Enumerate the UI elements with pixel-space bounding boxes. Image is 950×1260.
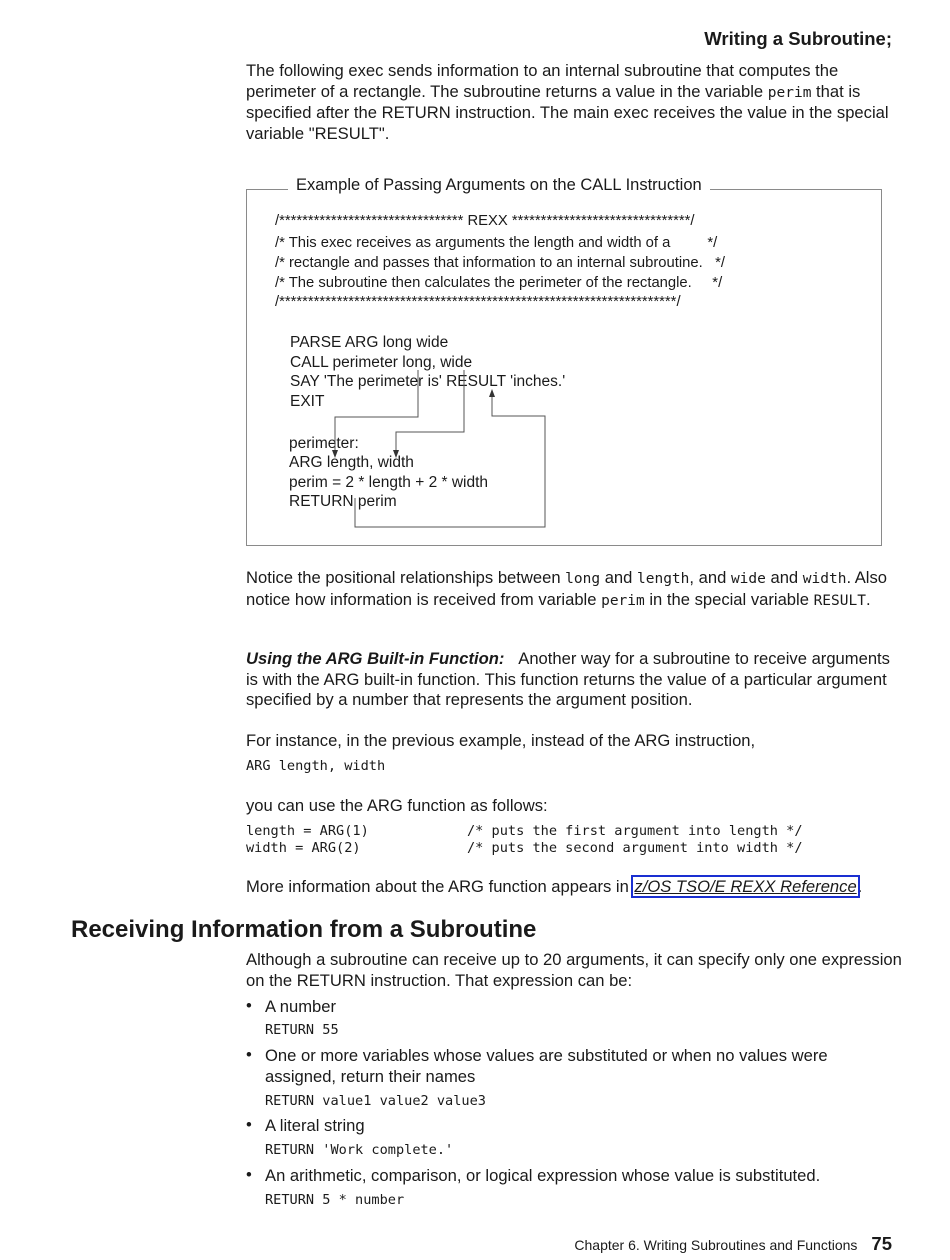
use-arg-paragraph: you can use the ARG function as follows: (246, 796, 548, 815)
notice-text: in the special variable (644, 589, 814, 609)
intro-code-perim: perim (767, 84, 812, 101)
use-arg-code-line: length = ARG(1) /* puts the first argument into length */ (246, 823, 803, 839)
more-info-paragraph (246, 877, 926, 898)
running-head: Writing a Subroutine; (704, 28, 892, 49)
runin-heading: Using the ARG Built-in Function: (246, 649, 505, 668)
bullet-marker: • (246, 1115, 252, 1134)
arg-function-text: Another way for a subroutine to receive arguments is with the ARG built-in function. This function returns the value of a particular argument specified by a number that represents the argument position. (246, 649, 890, 710)
figure-code-line: ARG length, width (289, 454, 414, 471)
figure-comment-line: /*********************************************************************/ (275, 294, 681, 310)
page-footer (574, 1233, 892, 1255)
use-arg-code-line: width = ARG(2) /* puts the second argument into width */ (246, 840, 803, 856)
notice-text: Notice the positional relationships between (246, 568, 566, 587)
instance-paragraph: For instance, in the previous example, instead of the ARG instruction, (246, 731, 756, 750)
notice-code: RESULT (813, 592, 866, 609)
receiving-paragraph: Although a subroutine can receive up to 20 arguments, it can specify only one expression on the RETURN instruction. That expression can be: (246, 950, 902, 990)
bullet-code: RETURN 'Work complete.' (265, 1142, 454, 1158)
notice-text: , and (689, 568, 731, 587)
bullet-code: RETURN 5 * number (265, 1192, 405, 1208)
notice-code: perim (601, 592, 645, 609)
section-heading: Receiving Information from a Subroutine (71, 916, 537, 943)
figure-code-line: perimeter: (289, 435, 359, 452)
figure-code-line: RETURN perim (289, 493, 397, 510)
notice-code: length (637, 571, 690, 587)
bullet-text: A number (265, 997, 337, 1016)
bullet-marker: • (246, 1045, 252, 1064)
page-number: 75 (871, 1233, 892, 1254)
figure-code-line: EXIT (290, 393, 325, 410)
bullet-text: One or more variables whose values are substituted or when no values were assigned, return their names (265, 1046, 828, 1086)
bullet-marker: • (246, 996, 252, 1015)
figure-code-line: SAY 'The perimeter is' RESULT 'inches.' (290, 373, 566, 390)
notice-code: wide (730, 571, 766, 587)
bullet-text: A literal string (265, 1116, 365, 1135)
notice-code: width (802, 571, 847, 587)
notice-paragraph (246, 568, 906, 611)
intro-text-1: The following exec sends information to an internal subroutine that computes the perimeter of a rectangle. The subroutine returns a value in the variable (246, 61, 839, 101)
instance-code: ARG length, width (246, 758, 386, 774)
notice-text: . Also notice how information is received from variable (246, 568, 888, 609)
figure-code-line: PARSE ARG long wide (290, 334, 449, 351)
figure-comment-line: /* This exec receives as arguments the length and width of a */ (275, 235, 718, 251)
figure-title: Example of Passing Arguments on the CALL Instruction (288, 176, 710, 195)
figure-comment-line: /* rectangle and passes that information to an internal subroutine. */ (275, 255, 725, 271)
figure-comment-line: /* The subroutine then calculates the perimeter of the rectangle. */ (275, 275, 723, 291)
more-info-text: More information about the ARG function appears in (246, 877, 634, 896)
footer-chapter: Chapter 6. Writing Subroutines and Functions (574, 1237, 858, 1253)
notice-text: and (600, 568, 638, 587)
notice-code: long (565, 571, 601, 587)
figure-comment-line: /******************************** REXX *******************************/ (275, 213, 695, 229)
intro-paragraph (246, 61, 906, 144)
arg-function-paragraph (246, 649, 906, 711)
reference-link[interactable]: z/OS TSO/E REXX Reference (634, 877, 857, 896)
notice-text: . (865, 589, 871, 609)
intro-text-2: that is specified after the RETURN instruction. The main exec receives the value in the special variable "RESULT". (246, 81, 889, 143)
figure-code-line: perim = 2 * length + 2 * width (289, 474, 489, 491)
more-info-end: . (857, 877, 863, 896)
bullet-text: An arithmetic, comparison, or logical expression whose value is substituted. (265, 1166, 821, 1185)
bullet-code: RETURN value1 value2 value3 (265, 1093, 486, 1109)
bullet-marker: • (246, 1165, 252, 1184)
figure-code-line: CALL perimeter long, wide (290, 354, 473, 371)
bullet-code: RETURN 55 (265, 1022, 339, 1038)
notice-text: and (765, 568, 803, 587)
